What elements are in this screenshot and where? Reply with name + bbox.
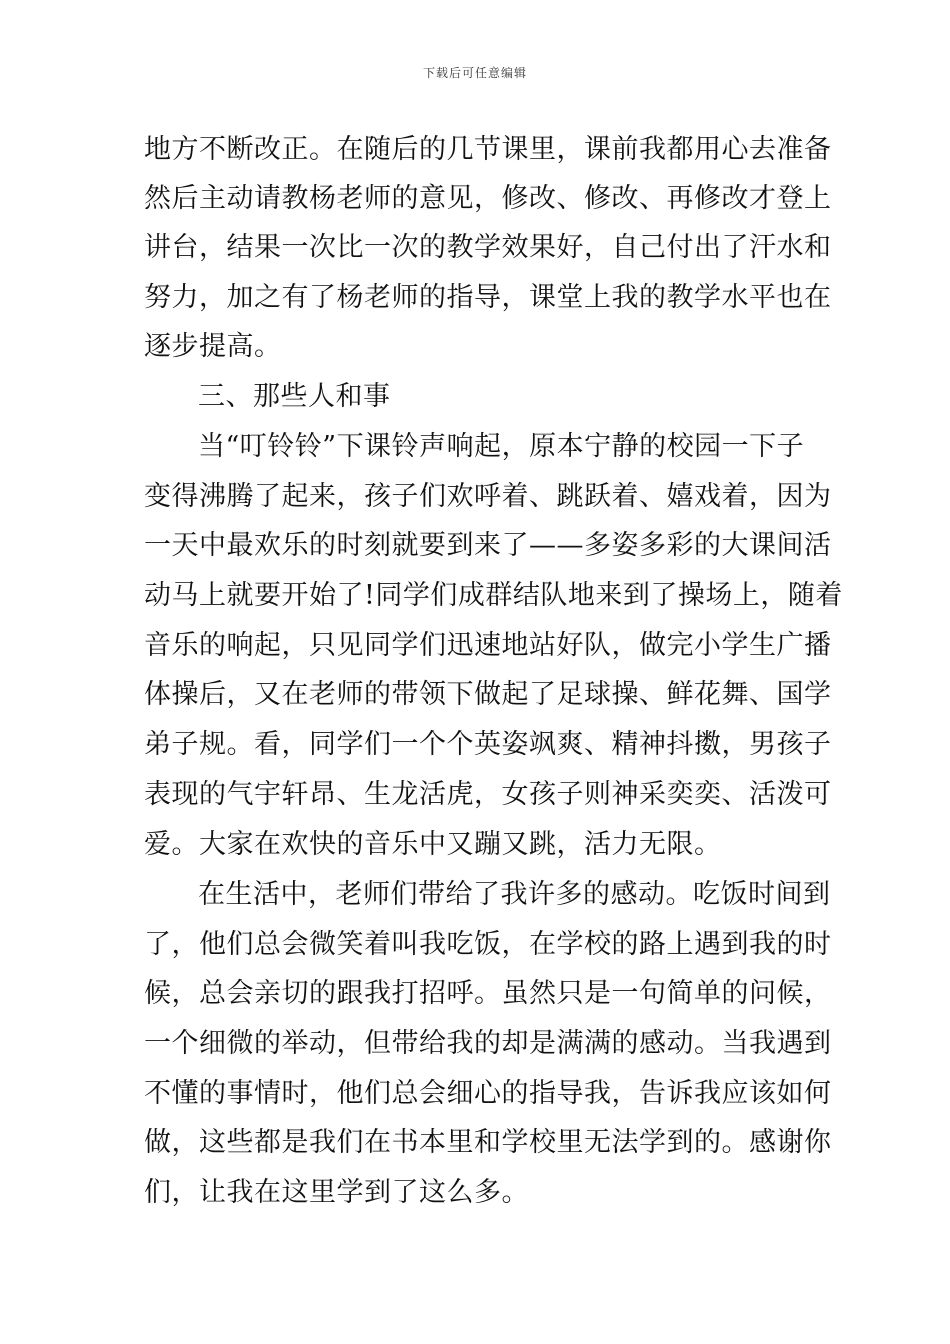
- text-line: 讲台，结果一次比一次的教学效果好，自己付出了汗水和: [144, 232, 832, 263]
- text-line: 努力，加之有了杨老师的指导，课堂上我的教学水平也在: [144, 282, 832, 313]
- text-line: 地方不断改正。在随后的几节课里，课前我都用心去准备: [144, 134, 832, 165]
- text-line: 动马上就要开始了!同学们成群结队地来到了操场上，随着: [144, 580, 843, 611]
- text-line: 候，总会亲切的跟我打招呼。虽然只是一句简单的问候，: [144, 978, 832, 1009]
- text-line: 爱。大家在欢快的音乐中又蹦又跳，活力无限。: [144, 829, 722, 860]
- text-line: 一天中最欢乐的时刻就要到来了——多姿多彩的大课间活: [144, 530, 832, 561]
- page-header: 下载后可任意编辑: [422, 66, 527, 80]
- text-line: 们，让我在这里学到了这么多。: [144, 1177, 529, 1208]
- text-line: 表现的气宇轩昂、生龙活虎，女孩子则神采奕奕、活泼可: [144, 779, 832, 810]
- text-line: 音乐的响起，只见同学们迅速地站好队，做完小学生广播: [144, 630, 832, 661]
- text-line: 不懂的事情时，他们总会细心的指导我，告诉我应该如何: [144, 1078, 832, 1109]
- text-line: 弟子规。看，同学们一个个英姿飒爽、精神抖擞，男孩子: [144, 729, 832, 760]
- text-line: 然后主动请教杨老师的意见，修改、修改、再修改才登上: [144, 183, 832, 214]
- section-heading: 三、那些人和事: [198, 381, 391, 412]
- text-line: 变得沸腾了起来，孩子们欢呼着、跳跃着、嬉戏着，因为: [144, 481, 832, 512]
- text-line: 当“叮铃铃”下课铃声响起，原本宁静的校园一下子: [198, 431, 805, 462]
- text-line: 在生活中，老师们带给了我许多的感动。吃饭时间到: [198, 879, 831, 910]
- text-line: 逐步提高。: [144, 331, 282, 362]
- text-line: 一个细微的举动，但带给我的却是满满的感动。当我遇到: [144, 1028, 832, 1059]
- text-line: 体操后，又在老师的带领下做起了足球操、鲜花舞、国学: [144, 679, 832, 710]
- text-line: 了，他们总会微笑着叫我吃饭，在学校的路上遇到我的时: [144, 929, 832, 960]
- text-line: 做，这些都是我们在书本里和学校里无法学到的。感谢你: [144, 1127, 832, 1158]
